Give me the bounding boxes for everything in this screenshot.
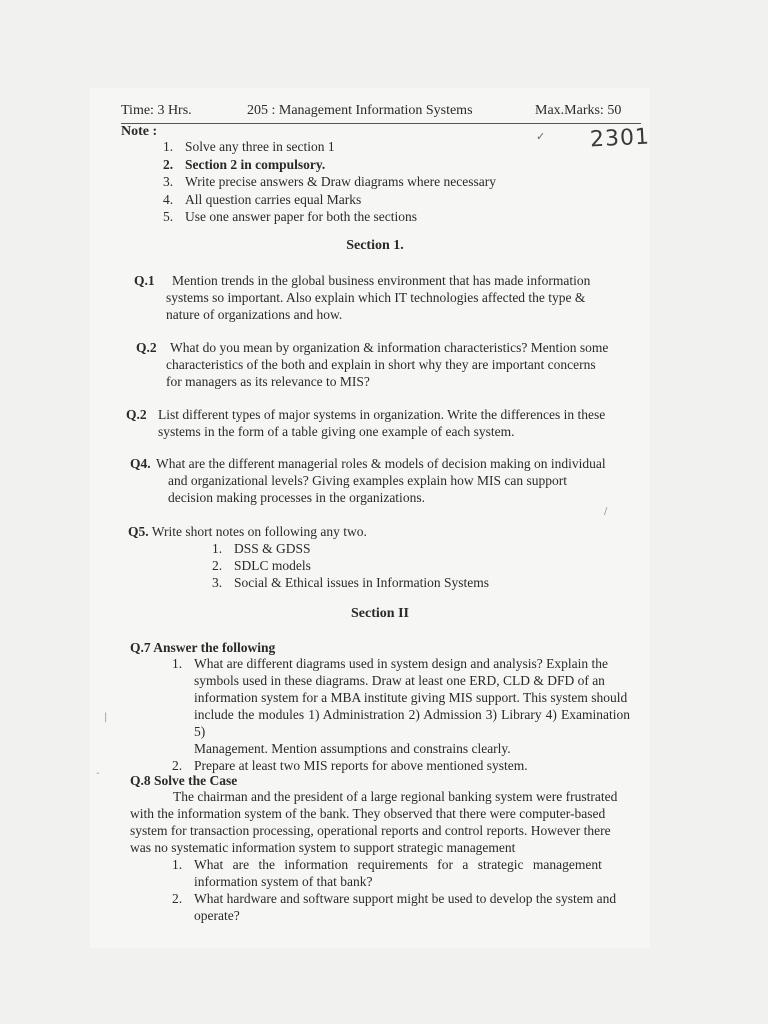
question-8: Q.8 Solve the Case — [130, 773, 238, 788]
list-item: 3. Social & Ethical issues in Information Systems — [212, 575, 489, 590]
subject-title: 205 : Management Information Systems — [247, 103, 473, 118]
list-item: 2. What hardware and software support might be used to develop the system and operate? — [172, 891, 617, 923]
tick-mark: ✓ — [536, 130, 546, 143]
list-item: 1. What are the information requirements for a strategic management information system of that bank? — [172, 857, 602, 889]
list-item: 1. What are different diagrams used in system design and analysis? Explain the symbols used in these diagrams. Draw at least one ERD, CLD & DFD of an information system for a MBA institute giving MIS support. This system should include the modules 1) Administration 2) Admission 3) Library 4) Examination 5) Management. Mention assumptions and constrains clearly. — [172, 656, 630, 756]
list-item: 1. DSS & GDSS — [212, 541, 311, 556]
note-item: 1. Solve any three in section 1 — [163, 139, 335, 154]
note-item: 5. Use one answer paper for both the sections — [163, 209, 418, 224]
case-paragraph: The chairman and the president of a large regional banking system were frustrated with the information system of the bank. They observed that there were computer-based system for transaction processing, operational reports and control reports. However there was no systematic information system to support strategic management — [130, 789, 618, 855]
handwritten-code: 2301 — [589, 124, 651, 153]
question-2: Q.2 What do you mean by organization & information characteristics? Mention some characteristics of the both and explain in short why they are important concerns for managers as its relevance to MIS? — [136, 340, 609, 389]
stray-mark: | — [104, 712, 108, 723]
stray-mark: / — [604, 506, 608, 517]
section-1-title: Section 1. — [346, 238, 404, 253]
question-1: Q.1 Mention trends in the global business environment that has made information systems so important. Also explain which IT technologies affected the type & nature of organizations and how. — [134, 273, 591, 322]
note-label: Note : — [121, 124, 158, 139]
list-item: 2. SDLC models — [212, 558, 311, 573]
question-4: Q4. What are the different managerial roles & models of decision making on individual and organizational levels? Giving examples explain how MIS can support decision making processes in the organizations. — [130, 456, 606, 505]
question-7: Q.7 Answer the following — [130, 640, 276, 655]
note-item: 2. Section 2 in compulsory. — [163, 156, 326, 172]
max-marks: Max.Marks: 50 — [535, 103, 622, 118]
exam-duration: Time: 3 Hrs. — [121, 103, 192, 118]
note-item: 4. All question carries equal Marks — [163, 191, 362, 207]
list-item: 2. Prepare at least two MIS reports for above mentioned system. — [172, 758, 528, 773]
note-list — [163, 138, 563, 226]
q7-items — [172, 655, 630, 774]
question-5: Q5. Write short notes on following any two. — [128, 524, 367, 539]
q5-options — [212, 540, 552, 591]
section-2-title: Section II — [351, 606, 409, 621]
stray-mark: - — [96, 768, 100, 779]
question-3: Q.2 List different types of major systems in organization. Write the differences in these systems in the form of a table giving one example of each system. — [126, 407, 606, 439]
exam-header — [121, 103, 641, 124]
note-item: 3. Write precise answers & Draw diagrams where necessary — [163, 174, 496, 189]
q8-items — [172, 856, 630, 924]
